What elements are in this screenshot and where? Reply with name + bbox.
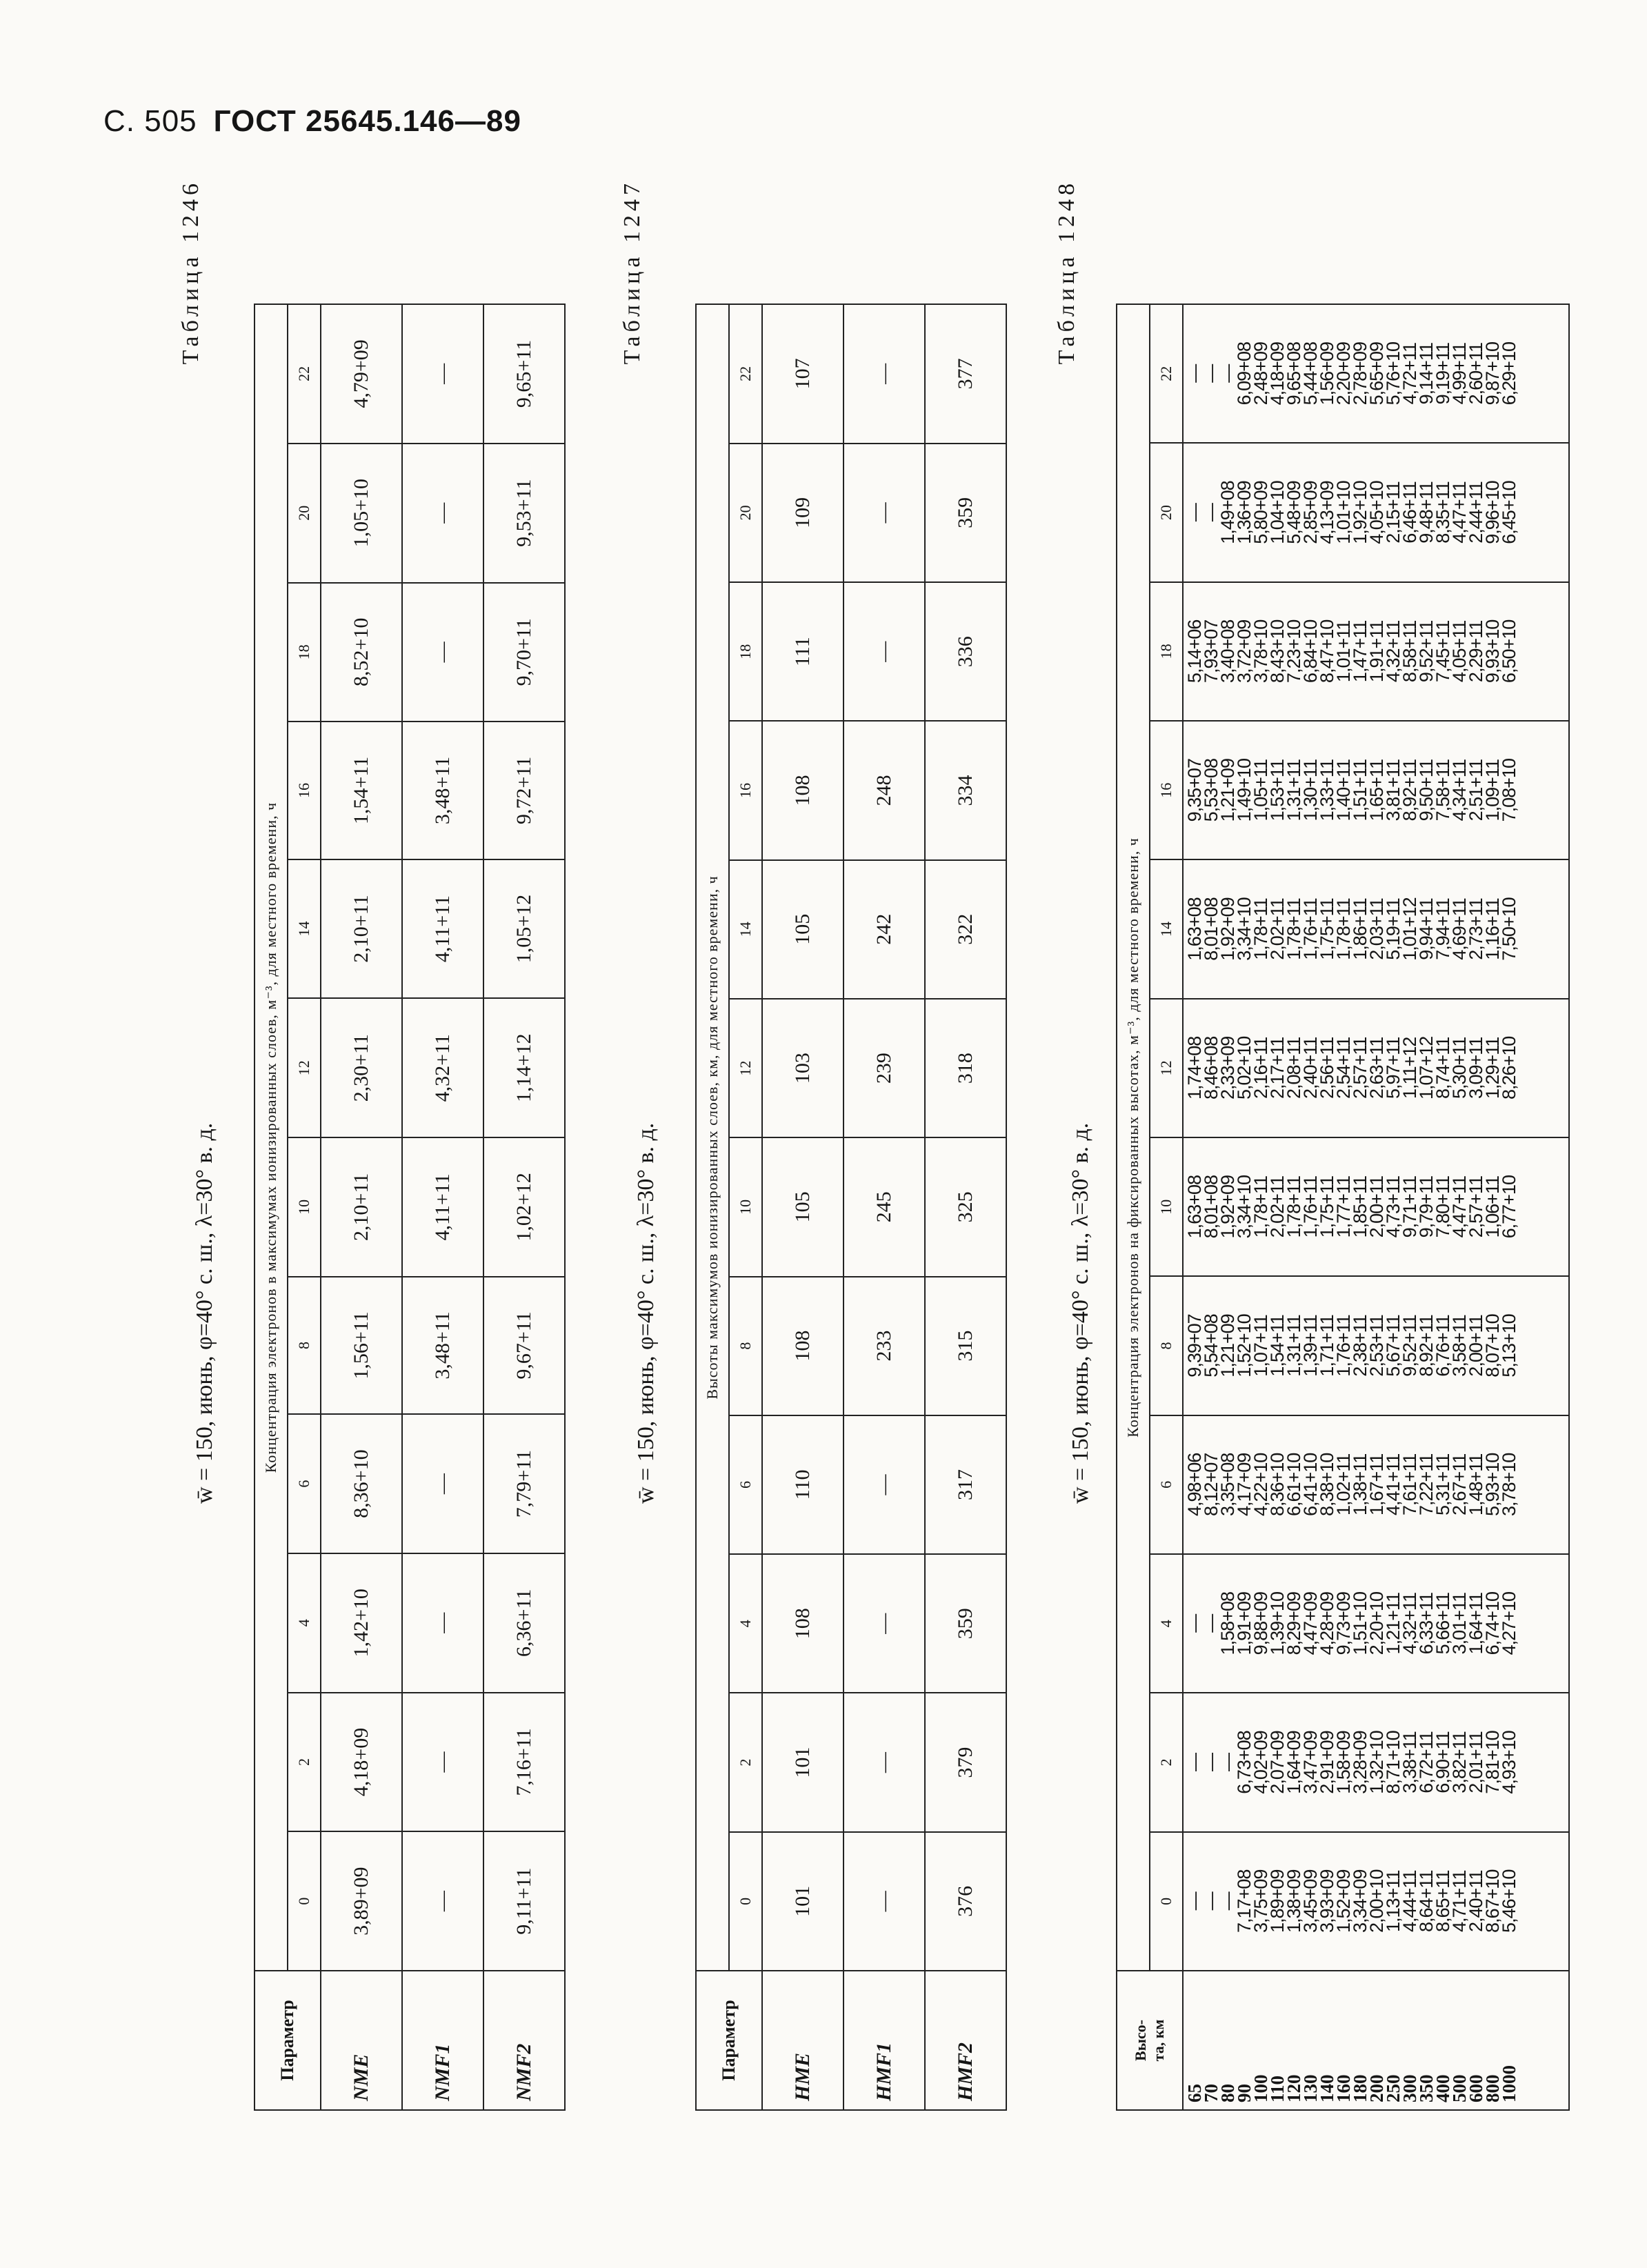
table-cell: — — [402, 1693, 483, 1832]
table-cell: 1,02+12 — [483, 1137, 565, 1277]
hour-header: 0 — [288, 1831, 321, 1971]
table-cell: 9,65+11 — [483, 304, 565, 444]
table-row — [402, 304, 483, 2110]
table-cell: 109 — [762, 444, 844, 582]
table-cell: 359 — [925, 1554, 1006, 1693]
table-column-values: 9,35+07 5,53+08 1,21+09 1,49+10 1,05+11 1,53+11 1,31+11 1,30+11 1,33+11 1,40+11 1,51+11 1,65+11 3,81+11 8,92+11 9,50+11 7,58+11 4,34+11 2,51+11 1,09+11 7,08+10 — [1183, 721, 1569, 859]
hour-header: 10 — [288, 1137, 321, 1277]
table-cell: 1,56+11 — [321, 1277, 402, 1414]
table-cell: 2,10+11 — [321, 859, 402, 999]
table-cell: 105 — [762, 860, 844, 999]
hour-header: 14 — [1150, 859, 1183, 998]
table-cell: 101 — [762, 1832, 844, 1971]
table-cell: 2,10+11 — [321, 1137, 402, 1277]
table-cell: 4,32+11 — [402, 998, 483, 1137]
table-column-values: — — 1,58+08 1,91+09 9,88+09 1,39+10 8,29+09 4,47+09 4,28+09 9,73+09 1,51+10 2,20+10 1,21+11 4,32+11 6,33+11 5,66+11 3,01+11 1,64+11 6,74+10 4,27+10 — [1183, 1554, 1569, 1693]
table-cell: 9,72+11 — [483, 722, 565, 859]
table-cell: — — [844, 1693, 925, 1831]
hour-header: 4 — [288, 1553, 321, 1693]
table-cell: 2,30+11 — [321, 998, 402, 1137]
table-cell: 110 — [762, 1415, 844, 1554]
table-cell: 4,79+09 — [321, 304, 402, 444]
table-cell: 103 — [762, 999, 844, 1137]
table-subtitle: w̄ = 150, июнь, φ=40° с. ш., λ=30° в. д. — [192, 1122, 217, 1504]
table-cell: 9,53+11 — [483, 444, 565, 583]
hour-header: 20 — [729, 444, 762, 582]
table-cell: 315 — [925, 1277, 1006, 1415]
table-cell: 3,48+11 — [402, 1277, 483, 1414]
table-cell: — — [844, 1415, 925, 1554]
table-cell: — — [844, 582, 925, 721]
table-cell: 111 — [762, 582, 844, 721]
table-cell: 108 — [762, 1277, 844, 1415]
table-cell: 7,16+11 — [483, 1693, 565, 1832]
table-column-values: — — 1,49+08 1,36+09 5,80+09 1,04+10 5,48+09 2,85+09 4,13+09 1,01+10 1,92+10 4,05+10 2,15+11 6,46+11 9,48+11 8,35+11 4,47+11 2,44+11 9,96+10 6,45+10 — [1183, 443, 1569, 581]
table-cell: 108 — [762, 1554, 844, 1693]
table-cell: — — [402, 1553, 483, 1693]
table-cell: 233 — [844, 1277, 925, 1415]
table-caption: Таблица 1247 — [619, 179, 645, 365]
altitude-header: Высо- та, км — [1117, 1971, 1183, 2110]
param-name: HMF2 — [925, 1971, 1006, 2110]
table-column-values: — — — 6,09+08 2,48+09 4,18+09 9,65+08 5,44+08 1,56+09 2,20+09 2,78+09 5,65+09 5,76+10 4,72+11 9,14+11 9,19+11 4,99+11 2,60+11 9,87+10 6,29+10 — [1183, 304, 1569, 443]
table-column-values: 5,14+06 7,93+07 3,40+08 3,72+09 3,78+10 8,43+10 7,23+10 6,84+10 8,47+10 1,01+11 1,47+11 1,91+11 4,32+11 8,58+11 9,52+11 7,45+11 4,05+11 2,29+11 9,93+10 6,50+10 — [1183, 582, 1569, 721]
param-name: HME — [762, 1971, 844, 2110]
table-cell: 1,05+12 — [483, 859, 565, 999]
hour-header: 20 — [1150, 443, 1183, 581]
hour-header: 22 — [729, 304, 762, 444]
table-cell: 108 — [762, 721, 844, 859]
table-cell: 3,89+09 — [321, 1831, 402, 1971]
param-name: NMF2 — [483, 1971, 565, 2110]
group-header: Высоты максимумов ионизированных слоев, км, для местного времени, ч — [696, 304, 729, 1971]
table-cell: — — [402, 444, 483, 583]
hour-header: 0 — [1150, 1832, 1183, 1971]
table-cell: — — [844, 1554, 925, 1693]
table-cell: 1,42+10 — [321, 1553, 402, 1693]
hour-header: 14 — [729, 860, 762, 999]
table-cell: 9,70+11 — [483, 583, 565, 722]
table-cell: 1,05+10 — [321, 444, 402, 583]
table-cell: — — [844, 1832, 925, 1971]
table-cell: 317 — [925, 1415, 1006, 1554]
hour-header: 2 — [729, 1693, 762, 1831]
hour-header: 4 — [729, 1554, 762, 1693]
table-cell: — — [402, 304, 483, 444]
table-cell: 4,11+11 — [402, 859, 483, 999]
table-1247-block — [619, 179, 1006, 2111]
hour-header: 8 — [288, 1277, 321, 1414]
hour-header: 6 — [1150, 1415, 1183, 1554]
hour-header: 16 — [729, 721, 762, 859]
table-subtitle: w̄ = 150, июнь, φ=40° с. ш., λ=30° в. д. — [1068, 1122, 1093, 1504]
hour-header: 12 — [1150, 999, 1183, 1137]
table-caption: Таблица 1248 — [1054, 179, 1079, 365]
table-row — [1183, 304, 1569, 2110]
table-cell: 379 — [925, 1693, 1006, 1831]
table-cell: 359 — [925, 444, 1006, 582]
rotated-content — [178, 41, 1647, 2111]
table-row — [483, 304, 565, 2110]
table-row — [762, 304, 844, 2110]
hour-header: 22 — [1150, 304, 1183, 443]
table-cell: 8,52+10 — [321, 583, 402, 722]
hour-header: 2 — [288, 1693, 321, 1832]
table-column-values: — — — 7,17+08 3,75+09 1,89+09 1,38+09 3,45+09 3,93+09 1,52+09 3,34+09 2,00+10 1,13+11 4,44+11 8,64+11 8,65+11 4,71+11 2,40+11 8,67+10 5,46+10 — [1183, 1832, 1569, 1971]
table-cell: 1,54+11 — [321, 722, 402, 859]
table-cell: 334 — [925, 721, 1006, 859]
table-subtitle: w̄ = 150, июнь, φ=40° с. ш., λ=30° в. д. — [633, 1122, 659, 1504]
table-column-values: 9,39+07 5,54+08 1,21+09 1,52+10 1,07+11 1,54+11 1,31+11 1,39+11 1,71+11 1,76+11 2,38+11 2,53+11 5,67+11 9,52+11 8,92+11 6,76+11 3,58+11 2,00+11 8,07+10 5,13+10 — [1183, 1276, 1569, 1415]
table-row — [844, 304, 925, 2110]
hour-header: 16 — [1150, 721, 1183, 859]
table-cell: 7,79+11 — [483, 1414, 565, 1553]
hour-header: 12 — [288, 998, 321, 1137]
table-cell: 107 — [762, 304, 844, 444]
table-1246-block — [178, 179, 606, 2111]
table-1248-block — [1054, 179, 1647, 2111]
table-cell: 3,48+11 — [402, 722, 483, 859]
hour-header: 16 — [288, 722, 321, 859]
table-column-values: 1,74+08 8,46+08 2,33+09 5,02+10 2,16+11 2,17+11 2,08+11 2,40+11 2,56+11 2,54+11 2,57+11 2,63+11 5,97+11 1,11+12 1,07+12 8,74+11 5,30+11 3,09+11 1,29+11 8,26+10 — [1183, 999, 1569, 1137]
table-cell: 242 — [844, 860, 925, 999]
table-cell: 245 — [844, 1137, 925, 1276]
table-cell: 318 — [925, 999, 1006, 1137]
table-cell: — — [844, 304, 925, 444]
table-cell: 376 — [925, 1832, 1006, 1971]
table-cell: 105 — [762, 1137, 844, 1276]
data-table — [695, 304, 1007, 2111]
table-cell: 377 — [925, 304, 1006, 444]
table-cell: 248 — [844, 721, 925, 859]
table-cell: — — [844, 444, 925, 582]
data-table — [254, 304, 566, 2111]
hour-header: 0 — [729, 1832, 762, 1971]
hour-header: 2 — [1150, 1693, 1183, 1831]
table-cell: 4,18+09 — [321, 1693, 402, 1832]
hour-header: 20 — [288, 444, 321, 583]
table-cell: 336 — [925, 582, 1006, 721]
hour-header: 14 — [288, 859, 321, 999]
group-header: Концентрация электронов на фиксированных высотах, м⁻³, для местного времени, ч — [1117, 304, 1150, 1971]
hour-header: 6 — [288, 1414, 321, 1553]
table-cell: 4,11+11 — [402, 1137, 483, 1277]
param-name: NMF1 — [402, 1971, 483, 2110]
hour-header: 8 — [729, 1277, 762, 1415]
data-table — [1116, 304, 1570, 2111]
table-column-values: 1,63+08 8,01+08 1,92+09 3,34+10 1,78+11 2,02+11 1,78+11 1,76+11 1,75+11 1,77+11 1,85+11 2,00+11 4,73+11 9,71+11 9,79+11 7,80+11 4,47+11 2,57+11 1,06+11 6,77+10 — [1183, 1137, 1569, 1276]
param-header: Параметр — [696, 1971, 762, 2110]
table-column-values: 4,98+06 8,12+07 3,35+08 4,17+09 4,22+10 8,36+10 6,61+10 6,41+10 8,38+10 1,02+11 1,38+11 1,67+11 4,41+11 7,61+11 7,22+11 5,31+11 2,67+11 1,48+11 5,93+10 3,78+10 — [1183, 1415, 1569, 1554]
table-column-values: — — — 6,73+08 4,02+09 2,07+09 1,64+09 3,47+09 2,91+09 1,58+09 3,28+09 1,32+10 8,71+10 3,38+11 6,72+11 6,90+11 3,82+11 2,01+11 7,81+10 4,93+10 — [1183, 1693, 1569, 1831]
hour-header: 22 — [288, 304, 321, 444]
table-cell: 1,14+12 — [483, 998, 565, 1137]
param-name: HMF1 — [844, 1971, 925, 2110]
table-cell: 322 — [925, 860, 1006, 999]
hour-header: 12 — [729, 999, 762, 1137]
table-cell: — — [402, 583, 483, 722]
hour-header: 10 — [1150, 1137, 1183, 1276]
table-row — [321, 304, 402, 2110]
table-cell: 9,67+11 — [483, 1277, 565, 1414]
table-cell: 9,11+11 — [483, 1831, 565, 1971]
hour-header: 6 — [729, 1415, 762, 1554]
table-cell: 101 — [762, 1693, 844, 1831]
table-cell: 6,36+11 — [483, 1553, 565, 1693]
altitude-column: 65 70 80 90 100 110 120 130 140 160 180 200 250 300 350 400 500 600 800 1000 — [1183, 1971, 1569, 2110]
param-header: Параметр — [254, 1971, 321, 2110]
hour-header: 10 — [729, 1137, 762, 1276]
page-number: С. 505 — [103, 104, 197, 138]
standard-code: ГОСТ 25645.146—89 — [213, 104, 521, 138]
table-cell: 239 — [844, 999, 925, 1137]
hour-header: 18 — [288, 583, 321, 722]
table-cell: 8,36+10 — [321, 1414, 402, 1553]
hour-header: 8 — [1150, 1276, 1183, 1415]
table-cell: — — [402, 1831, 483, 1971]
hour-header: 4 — [1150, 1554, 1183, 1693]
table-row — [925, 304, 1006, 2110]
param-name: NME — [321, 1971, 402, 2110]
table-cell: — — [402, 1414, 483, 1553]
hour-header: 18 — [1150, 582, 1183, 721]
table-cell: 325 — [925, 1137, 1006, 1276]
group-header: Концентрация электронов в максимумах ионизированных слоев, м⁻³, для местного времени, ч — [254, 304, 288, 1971]
table-caption: Таблица 1246 — [178, 179, 203, 365]
hour-header: 18 — [729, 582, 762, 721]
table-column-values: 1,63+08 8,01+08 1,92+09 3,34+10 1,78+11 2,02+11 1,78+11 1,76+11 1,75+11 1,78+11 1,86+11 2,03+11 5,19+11 1,01+12 9,94+11 7,94+11 4,69+11 2,73+11 1,16+11 7,50+10 — [1183, 859, 1569, 998]
